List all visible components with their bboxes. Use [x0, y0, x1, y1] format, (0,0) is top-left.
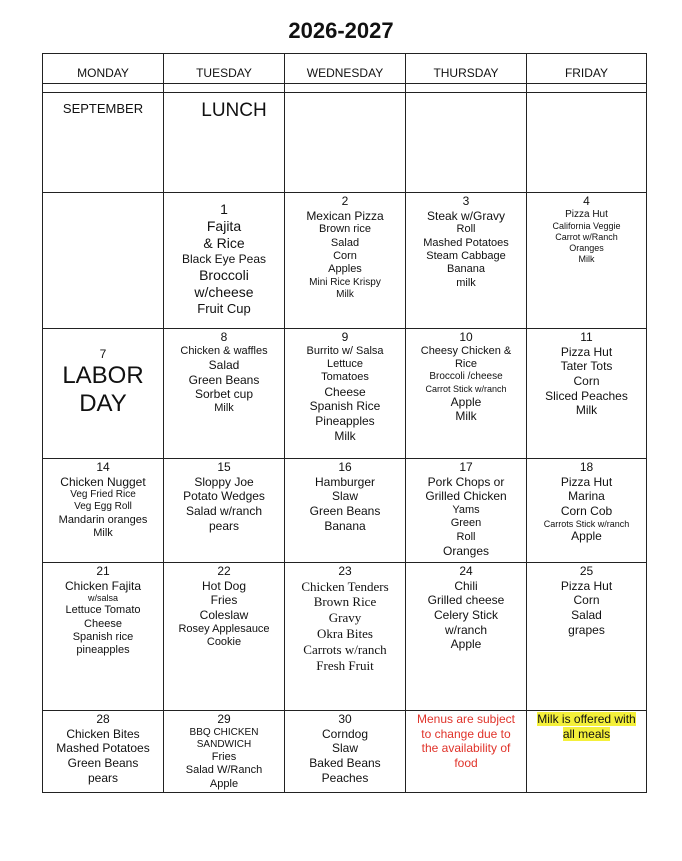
menu-line: 2 [341, 194, 349, 208]
menu-line: Apple [209, 777, 239, 790]
day-header-tuesday: TUESDAY [164, 54, 285, 84]
menu-line: Rice [454, 358, 477, 371]
menu-line: Pineapples [315, 414, 375, 429]
menu-line: Potato Wedges [183, 489, 265, 504]
menu-line: California Veggie [552, 220, 621, 231]
menu-line: Corn [573, 593, 600, 608]
menu-line: Green Beans [188, 372, 260, 387]
day-cell [527, 459, 647, 563]
month-label: SEPTEMBER [43, 93, 164, 193]
menu-line: Salad W/Ranch [185, 764, 263, 777]
day-cell [285, 193, 406, 329]
day-cell [164, 329, 285, 459]
menu-line: Lettuce Tomato [65, 604, 141, 617]
menu-line: Carrots w/ranch [303, 642, 387, 658]
menu-line: Milk [93, 527, 113, 540]
menu-line: Sloppy Joe [194, 474, 254, 489]
menu-line: Fresh Fruit [316, 657, 374, 673]
menu-line: Menus are subject [416, 712, 516, 726]
milk-notice-line: Milk is offered with [537, 712, 636, 726]
menu-line: Baked Beans [309, 755, 381, 770]
menu-line: Fries [210, 593, 238, 608]
menu-line: to change due to [421, 726, 511, 741]
week-row [43, 711, 647, 793]
menu-line: Chicken Bites [66, 726, 140, 741]
milk-notice-line: all meals [562, 726, 611, 741]
menu-line: Oranges [569, 242, 604, 253]
day-header-thursday: THURSDAY [406, 54, 527, 84]
menu-line: Burrito w/ Salsa [306, 344, 384, 357]
menu-line: & Rice [203, 235, 245, 252]
day-cell [43, 329, 164, 459]
menu-line: 9 [341, 330, 349, 344]
menu-line: Chicken Nugget [60, 474, 146, 489]
menu-line: Tater Tots [560, 359, 613, 374]
day-header-wednesday: WEDNESDAY [285, 54, 406, 84]
menu-line: 28 [96, 712, 110, 726]
day-cell [164, 459, 285, 563]
menu-line: pineapples [76, 644, 130, 657]
menu-line: the availability of [421, 741, 511, 756]
week-row [43, 563, 647, 711]
day-cell [164, 711, 285, 793]
month-row [43, 93, 647, 193]
menu-line: Marina [568, 489, 605, 504]
menu-line: Veg Fried Rice [70, 489, 136, 501]
menu-line: Roll [456, 530, 476, 543]
menu-line: Milk [214, 401, 234, 414]
menu-line: Banana [324, 518, 366, 533]
menu-line: Yams [452, 503, 480, 516]
day-cell [164, 563, 285, 711]
menu-line: Tomatoes [321, 371, 369, 384]
menu-line: w/cheese [194, 283, 254, 300]
page-title: 2026-2027 [288, 18, 394, 43]
menu-line: Pork Chops or [427, 474, 505, 489]
menu-line: Banana [447, 263, 485, 276]
menu-line: Brown rice [319, 223, 371, 236]
menu-line: 29 [217, 712, 231, 726]
day-header-friday: FRIDAY [527, 54, 647, 84]
menu-line: Salad [330, 236, 360, 249]
menu-line: Corndog [321, 726, 369, 741]
day-cell [285, 563, 406, 711]
menu-line: Carrot Stick w/ranch [425, 383, 507, 394]
menu-line: Broccoli /cheese [429, 371, 503, 383]
menu-line: Steak w/Gravy [426, 208, 506, 223]
day-header-row [43, 54, 647, 84]
day-cell [406, 563, 527, 711]
menu-line: Apples [328, 263, 362, 276]
day-cell [43, 563, 164, 711]
menu-line: Mexican Pizza [306, 208, 384, 223]
day-cell [285, 459, 406, 563]
menu-line: Corn [333, 250, 357, 263]
menu-line: Fruit Cup [197, 301, 251, 317]
menu-line: Brown Rice [313, 594, 377, 610]
menu-line: Roll [456, 223, 476, 236]
menu-line: Mini Rice Krispy [309, 276, 381, 288]
menu-line: Hot Dog [201, 578, 247, 593]
week-row [43, 459, 647, 563]
menu-line: Green [450, 517, 482, 530]
menu-line: Gravy [328, 610, 362, 626]
menu-line: pears [208, 518, 240, 533]
menu-line: Broccoli [199, 266, 249, 283]
menu-line: Chili [454, 578, 478, 593]
menu-line: Steam Cabbage [426, 250, 506, 263]
menu-line: 10 [459, 330, 473, 344]
menu-line: Hamburger [314, 474, 376, 489]
menu-line: Coleslaw [199, 607, 249, 622]
menu-line: 18 [579, 460, 594, 474]
menu-line: 8 [220, 330, 228, 344]
day-cell [527, 329, 647, 459]
menu-line: 15 [217, 460, 231, 474]
day-header-monday: MONDAY [43, 54, 164, 84]
spacer-row [43, 84, 647, 93]
menu-line: Green Beans [309, 503, 381, 518]
menu-line: Slaw [331, 489, 358, 504]
meal-label: LUNCH [164, 93, 285, 193]
week-row [43, 329, 647, 459]
menu-line: 16 [338, 460, 352, 474]
day-cell [406, 329, 527, 459]
menu-line: w/ranch [444, 622, 488, 637]
menu-line: 1 [220, 201, 228, 217]
menu-line: Milk [575, 403, 598, 418]
menu-change-notice [406, 711, 527, 793]
menu-line: Milk [334, 428, 356, 443]
menu-line: Milk [336, 289, 354, 301]
menu-line: Spanish rice [72, 631, 134, 644]
day-cell [406, 193, 527, 329]
menu-line: Mashed Potatoes [56, 741, 150, 756]
menu-line: pears [87, 770, 119, 785]
menu-line: Carrots Stick w/ranch [543, 518, 630, 529]
day-cell [285, 711, 406, 793]
day-cell [43, 193, 164, 329]
menu-line: Okra Bites [317, 626, 373, 642]
day-cell [43, 711, 164, 793]
menu-line: Lettuce [326, 358, 364, 371]
menu-line: Carrot w/Ranch [555, 231, 618, 242]
menu-line: Spanish Rice [309, 399, 381, 414]
menu-line: grapes [568, 622, 605, 637]
menu-line: Salad [571, 607, 602, 622]
menu-line: 17 [459, 460, 473, 474]
day-cell [527, 563, 647, 711]
day-cell [527, 193, 647, 329]
menu-line: Pizza Hut [565, 208, 608, 220]
menu-line: Sorbet cup [194, 387, 254, 402]
menu-line: Grilled cheese [427, 593, 505, 608]
menu-line: Pizza Hut [560, 578, 613, 593]
menu-line: Milk [455, 409, 477, 424]
menu-line: Corn [573, 373, 600, 388]
menu-line: Cheesy Chicken & [420, 344, 512, 357]
menu-line: w/salsa [87, 593, 118, 604]
menu-line: Veg Egg Roll [74, 501, 132, 513]
menu-line: 21 [96, 564, 110, 578]
day-cell [43, 459, 164, 563]
menu-line: Rosey Applesauce [178, 622, 270, 635]
menu-line: 24 [459, 564, 473, 578]
menu-line: DAY [79, 390, 127, 418]
menu-line: Fajita [206, 218, 242, 235]
menu-line: Celery Stick [433, 607, 498, 622]
menu-line: SANDWICH [196, 738, 252, 750]
menu-line: 23 [338, 564, 352, 578]
menu-line: Cheese [84, 617, 122, 630]
menu-line: Apple [450, 394, 482, 409]
menu-line: Cheese [324, 384, 366, 399]
menu-line: Salad w/ranch [185, 503, 263, 518]
menu-line: Chicken Fajita [64, 578, 142, 593]
menu-line: Fries [211, 751, 237, 763]
menu-line: 22 [217, 564, 231, 578]
day-cell [164, 193, 285, 329]
menu-line: Mandarin oranges [58, 513, 148, 526]
menu-line: Slaw [331, 741, 358, 756]
menu-line: Corn Cob [560, 503, 613, 518]
menu-line: 14 [96, 460, 110, 474]
menu-line: Green Beans [67, 755, 139, 770]
menu-line: Apple [571, 529, 602, 544]
menu-line: 4 [583, 194, 590, 208]
menu-line: Peaches [321, 770, 369, 785]
menu-line: LABOR [62, 361, 144, 389]
menu-line: Sliced Peaches [545, 388, 628, 403]
day-cell [406, 459, 527, 563]
milk-notice [527, 711, 647, 793]
menu-line: milk [456, 276, 476, 289]
menu-line: BBQ CHICKEN [189, 726, 259, 738]
menu-line: Grilled Chicken [425, 489, 507, 504]
menu-line: 3 [462, 194, 470, 208]
menu-line: Cookie [206, 635, 242, 648]
menu-line: Chicken & waffles [180, 344, 268, 357]
menu-line: Oranges [442, 544, 490, 559]
lunch-calendar [42, 53, 647, 793]
week-row [43, 193, 647, 329]
menu-line: Black Eye Peas [181, 252, 267, 267]
menu-line: 7 [99, 347, 107, 361]
menu-line: 30 [338, 712, 352, 726]
menu-line: food [454, 755, 478, 770]
menu-line: Mashed Potatoes [423, 236, 509, 249]
menu-line: Chicken Tenders [301, 578, 389, 594]
menu-line: 25 [579, 564, 594, 578]
menu-line: Milk [578, 253, 595, 264]
menu-line: Apple [450, 637, 482, 652]
menu-line: Pizza Hut [560, 344, 613, 359]
menu-line: 11 [580, 330, 593, 344]
day-cell [285, 329, 406, 459]
menu-line: Pizza Hut [560, 474, 613, 489]
menu-line: Salad [208, 358, 240, 373]
